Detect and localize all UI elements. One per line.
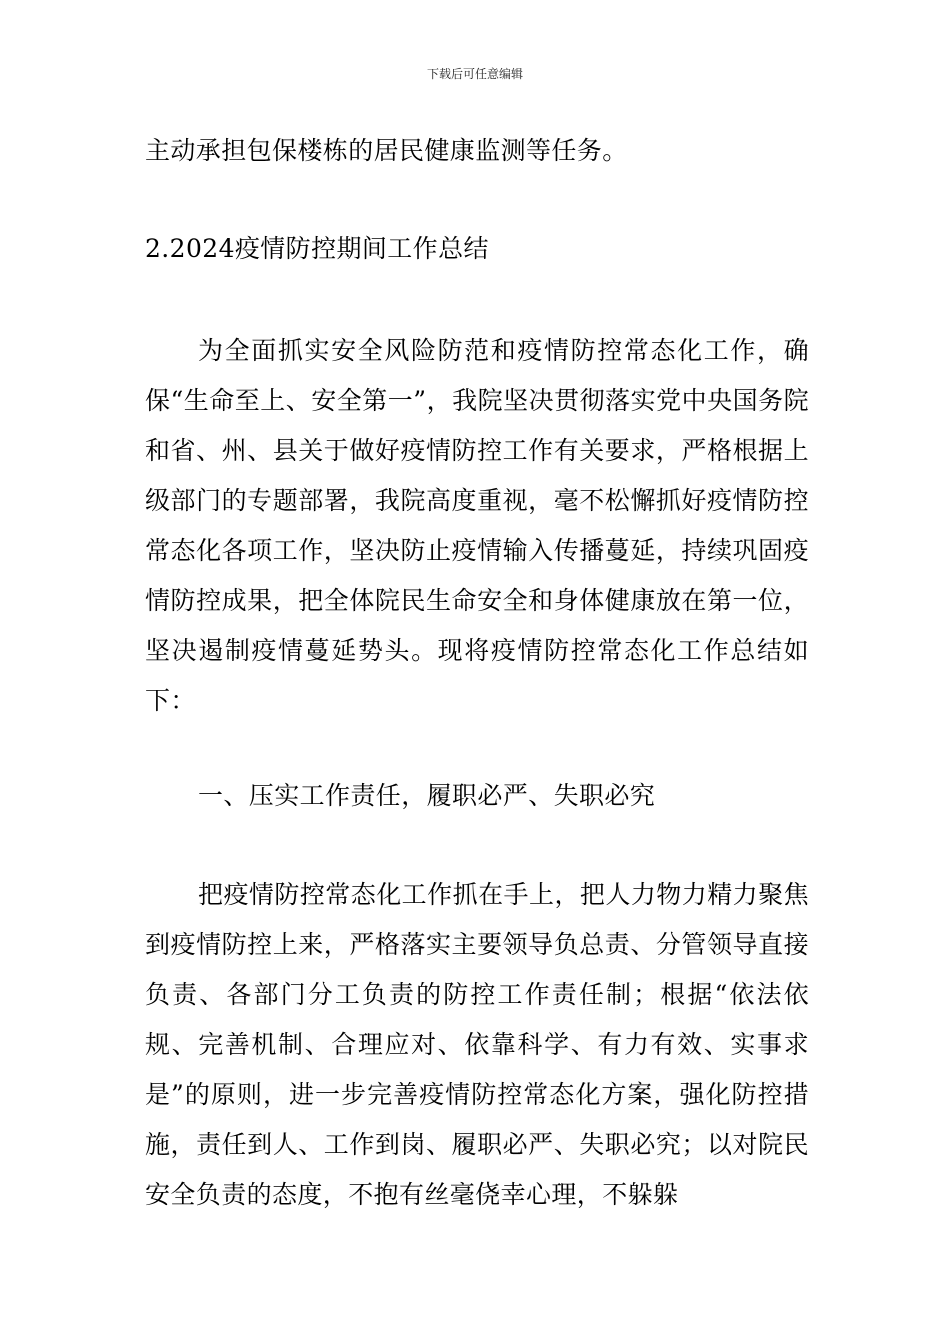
section-heading: 2.2024疫情防控期间工作总结 — [145, 234, 489, 263]
body-paragraph-2: 把疫情防控常态化工作抓在手上，把人力物力精力聚焦到疫情防控上来，严格落实主要领导负总责、分管领导直接负责、各部门分工负责的防控工作责任制；根据“依法依规、完善机制、合理应对、依靠科学、有力有效、实事求是”的原则，进一步完善疫情防控常态化方案，强化防控措施，责任到人、工作到岗、履职必严、失职必究；以对院民安全负责的态度，不抱有丝毫侥幸心理，不躲躲 — [145, 880, 809, 1209]
body-paragraph-1: 为全面抓实安全风险防范和疫情防控常态化工作，确保“生命至上、安全第一”，我院坚决贯彻落实党中央国务院和省、州、县关于做好疫情防控工作有关要求，严格根据上级部门的专题部署，我院高度重视，毫不松懈抓好疫情防控常态化各项工作，坚决防止疫情输入传播蔓延，持续巩固疫情防控成果，把全体院民生命安全和身体健康放在第一位，坚决遏制疫情蔓延势头。现将疫情防控常态化工作总结如下： — [145, 336, 809, 715]
page-header-note: 下载后可任意编辑 — [426, 67, 523, 81]
subheading-1: 一、压实工作责任，履职必严、失职必究 — [198, 781, 656, 810]
intro-end-paragraph: 主动承担包保楼栋的居民健康监测等任务。 — [145, 136, 628, 165]
